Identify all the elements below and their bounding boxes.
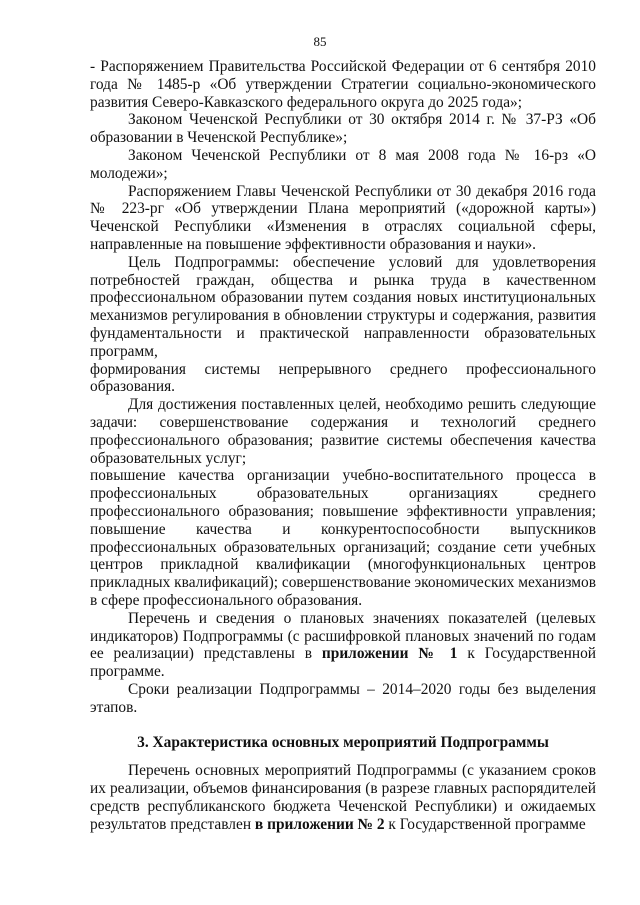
indicators-text-start: Перечень и сведения о плановых значениях показателей (целевых индикаторов) Подпрограммы (с расшифровкой плановых значений по годам ее реализации) представлены в (90, 609, 596, 663)
paragraph-goal: Цель Подпрограммы: обеспечение условий для удовлетворения потребностей граждан, общества и рынка труда в качественном профессиональном образовании путем создания новых институциональных механизмов регулирования в обновлении структуры и содержания, развития фундаментальности и практической направленности образовательных программ, (90, 253, 596, 360)
section-heading: 3. Характеристика основных мероприятий Подпрограммы (137, 734, 549, 752)
indicators-text-end: к Государственной программе. (90, 645, 596, 681)
activities-text-start: Перечень основных мероприятий Подпрограммы (с указанием сроков их реализации, объемов финансирования (в разрезе главных распорядителей средств республиканского бюджета Чеченской Республики) и ожидаемых результатов представлен (90, 762, 596, 833)
page-number: 85 (313, 34, 327, 49)
paragraph-education-law: Законом Чеченской Республики от 30 октября 2014 г. № 37-РЗ «Об образовании в Чеченской Республике»; (90, 111, 596, 147)
appendix-1-reference: приложении № 1 (321, 645, 458, 663)
activities-text-end: к Государственной программе (384, 815, 586, 833)
paragraph-roadmap-decree: Распоряжением Главы Чеченской Республики от 30 декабря 2016 года № 223-рг «Об утверждении Плана мероприятий («дорожной карты») Чеченской Республики «Изменения в отраслях социальной сферы, направленные на повышение эффективности образования и науки». (90, 182, 596, 253)
document-body (90, 58, 596, 833)
appendix-2-reference: в приложении № 2 (254, 815, 385, 833)
paragraph-goal-continuation: формирования системы непрерывного среднего профессионального образования. (90, 360, 596, 396)
paragraph-timeline: Сроки реализации Подпрограммы – 2014–2020 годы без выделения этапов. (90, 680, 596, 716)
paragraph-tasks: Для достижения поставленных целей, необходимо решить следующие задачи: совершенствование содержания и технологий среднего профессионального образования; развитие системы обеспечения качества образовательных услуг; (90, 396, 596, 467)
paragraph-indicators (90, 610, 596, 681)
paragraph-youth-law: Законом Чеченской Республики от 8 мая 2008 года № 16-рз «О молодежи»; (90, 146, 596, 182)
paragraph-strategy-decree: - Распоряжением Правительства Российской Федерации от 6 сентября 2010 года № 1485-р «Об утверждении Стратегии социально-экономического развития Северо-Кавказского федерального округа до 2025 года»; (90, 58, 596, 111)
paragraph-main-activities (90, 762, 596, 833)
paragraph-tasks-continuation: повышение качества организации учебно-воспитательного процесса в профессиональных образовательных организациях среднего профессионального образования; повышение эффективности управления; повышение качества и конкурентоспособности выпускников профессиональных образовательных организаций; создание сети учебных центров прикладной квалификации (многофункциональных центров прикладных квалификаций); совершенствование экономических механизмов в сфере профессионального образования. (90, 467, 596, 609)
